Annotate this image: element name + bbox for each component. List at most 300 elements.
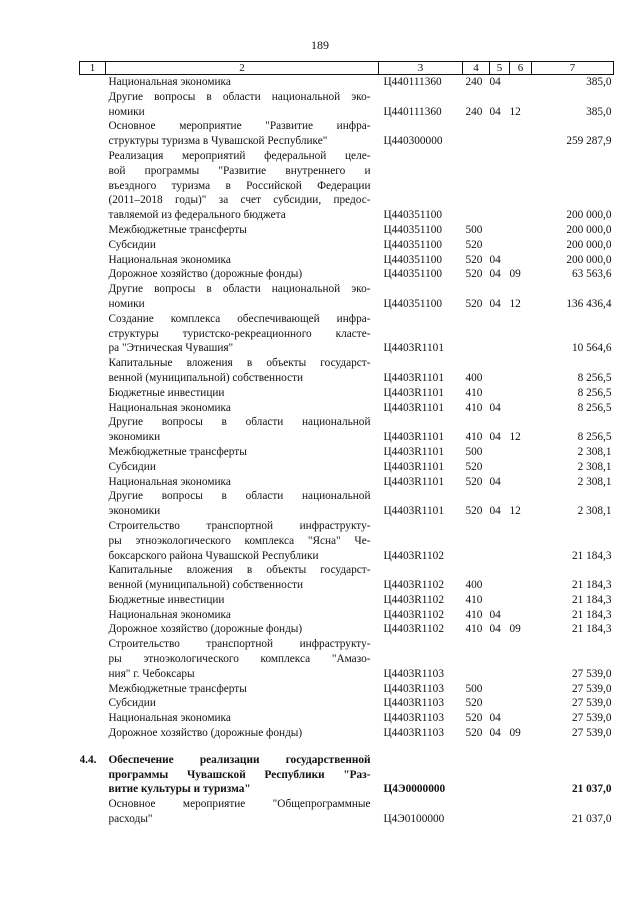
section-code (490, 519, 510, 563)
expense-type: 520 (465, 505, 483, 518)
item-name-line: экономики (108, 431, 161, 444)
item-name-line: вой программы "Развитие внутреннего и (108, 164, 371, 177)
amount: 8 256,5 (577, 386, 612, 399)
item-name-line: Обеспечение реализации государственной (108, 753, 371, 766)
target-code: Ц4403R1101 (383, 342, 444, 355)
item-name (106, 312, 379, 356)
section-code (490, 696, 510, 711)
amount: 21 184,3 (571, 549, 612, 562)
item-name-line: Капитальные вложения в объекты государст- (108, 357, 371, 370)
subsection-code: 09 (509, 727, 521, 740)
section-code: 04 (489, 712, 501, 725)
item-name (106, 489, 379, 519)
amount: 2 308,1 (577, 505, 612, 518)
subsection-code (510, 475, 532, 490)
expense-type: 520 (465, 268, 483, 281)
item-name (106, 223, 379, 238)
section-code: 04 (489, 297, 501, 310)
column-header-2: 2 (106, 62, 379, 75)
target-code: Ц440351100 (383, 238, 443, 251)
item-name (106, 90, 379, 120)
section-code: 04 (489, 475, 501, 488)
section-code (490, 119, 510, 149)
item-name (106, 753, 379, 797)
table-row (80, 223, 614, 238)
subsection-code (510, 401, 532, 416)
target-code: Ц4403R1103 (383, 697, 444, 710)
table-row (80, 637, 614, 681)
table-row (80, 682, 614, 697)
table-row (80, 312, 614, 356)
item-name-line: Национальная экономика (108, 76, 231, 88)
section-number-cell (80, 475, 106, 490)
table-row (80, 726, 614, 741)
amount: 21 184,3 (571, 593, 612, 606)
table-row (80, 90, 614, 120)
target-code: Ц4403R1103 (383, 727, 444, 740)
amount: 21 184,3 (571, 579, 612, 592)
section-number-cell (80, 637, 106, 681)
item-name-line: Национальная экономика (108, 401, 231, 414)
section-number-cell (80, 608, 106, 623)
table-row (80, 75, 614, 90)
subsection-code: 09 (509, 268, 521, 281)
expense-type: 520 (465, 253, 483, 266)
section-number-cell (80, 401, 106, 416)
table-row (80, 445, 614, 460)
item-name-line: Субсидии (108, 697, 156, 710)
column-header-7: 7 (532, 62, 614, 75)
amount: 27 539,0 (571, 727, 612, 740)
expense-type: 240 (465, 105, 483, 118)
amount: 27 539,0 (571, 667, 612, 680)
expense-type: 520 (465, 727, 483, 740)
expense-type: 520 (465, 475, 483, 488)
section-number-cell (80, 282, 106, 312)
expense-type: 520 (465, 238, 483, 251)
item-name-line: экономики (108, 505, 161, 518)
section-number-cell (80, 90, 106, 120)
section-number-cell (80, 312, 106, 356)
amount: 63 563,6 (571, 268, 612, 281)
subsection-code (510, 460, 532, 475)
target-code: Ц440351100 (383, 223, 443, 236)
section-code (490, 563, 510, 593)
target-code: Ц4403R1102 (383, 549, 444, 562)
item-name-line: Основное мероприятие "Развитие инфра- (108, 120, 371, 133)
section-code: 04 (489, 505, 501, 518)
target-code: Ц4403R1102 (383, 623, 444, 636)
subsection-code (510, 753, 532, 797)
table-row (80, 356, 614, 386)
item-name-line: Строительство транспортной инфраструкту- (108, 519, 371, 532)
amount: 21 037,0 (571, 783, 612, 796)
section-code: 04 (489, 253, 501, 266)
table-row (80, 711, 614, 726)
target-code: Ц4Э0100000 (383, 813, 445, 826)
column-header-4: 4 (463, 62, 490, 75)
subsection-code (510, 223, 532, 238)
table-row (80, 593, 614, 608)
item-name-line: Межбюджетные трансферты (108, 445, 247, 458)
item-name (106, 797, 379, 827)
item-name (106, 253, 379, 268)
item-name-line: Основное мероприятие "Общепрограммные (108, 798, 371, 811)
subsection-code (510, 637, 532, 681)
section-number-cell (80, 593, 106, 608)
section-number-cell (80, 696, 106, 711)
subsection-code (510, 696, 532, 711)
spacer-cell (80, 741, 614, 753)
subsection-code (510, 312, 532, 356)
expense-type: 410 (465, 623, 483, 636)
amount: 2 308,1 (577, 460, 612, 473)
subsection-code (510, 711, 532, 726)
table-row (80, 797, 614, 827)
section-number-cell (80, 253, 106, 268)
section-code (490, 593, 510, 608)
section-number-cell (80, 356, 106, 386)
item-name (106, 401, 379, 416)
table-row (80, 475, 614, 490)
target-code: Ц4403R1102 (383, 579, 444, 592)
amount: 27 539,0 (571, 682, 612, 695)
section-number-cell (80, 711, 106, 726)
item-name (106, 386, 379, 401)
item-name-line: венной (муниципальной) собственности (108, 579, 304, 592)
item-name-line: ры этноэкологического комплекса "Амазо- (108, 653, 371, 666)
item-name-line: программы Чувашской Республики "Раз- (108, 768, 371, 781)
item-name-line: витие культуры и туризма" (108, 783, 251, 796)
expense-type (463, 637, 490, 681)
item-name-line: Капитальные вложения в объекты государст- (108, 564, 371, 577)
expense-type: 520 (465, 697, 483, 710)
subsection-code (510, 356, 532, 386)
table-row (80, 608, 614, 623)
expense-type: 410 (465, 608, 483, 621)
section-code: 04 (489, 431, 501, 444)
section-code: 04 (489, 401, 501, 414)
subsection-code: 12 (509, 505, 521, 518)
amount: 2 308,1 (577, 475, 612, 488)
section-number-cell (80, 267, 106, 282)
item-name (106, 622, 379, 637)
subsection-code (510, 386, 532, 401)
target-code: Ц4403R1101 (383, 460, 444, 473)
subsection-code (510, 75, 532, 90)
table-row (80, 282, 614, 312)
item-name (106, 475, 379, 490)
subsection-code (510, 119, 532, 149)
column-header-5: 5 (490, 62, 510, 75)
subsection-code: 09 (509, 623, 521, 636)
table-row (80, 386, 614, 401)
section-number-cell (80, 445, 106, 460)
item-name-line: расходы" (108, 813, 153, 826)
subsection-code: 12 (509, 297, 521, 310)
item-name-line: Межбюджетные трансферты (108, 682, 247, 695)
section-number-cell (80, 797, 106, 827)
section-number-cell (80, 563, 106, 593)
section-number-cell (80, 119, 106, 149)
item-name-line: Бюджетные инвестиции (108, 593, 225, 606)
expense-type (463, 519, 490, 563)
item-name (106, 519, 379, 563)
item-name-line: тавляемой из федерального бюджета (108, 209, 286, 222)
target-code: Ц440351100 (383, 297, 443, 310)
item-name-line: Строительство транспортной инфраструкту- (108, 638, 371, 651)
budget-table (79, 61, 614, 827)
expense-type (463, 312, 490, 356)
item-name (106, 682, 379, 697)
expense-type: 500 (465, 223, 483, 236)
amount: 136 436,4 (566, 297, 612, 310)
item-name-line: Другие вопросы в области национальной эко- (108, 283, 371, 296)
table-row (80, 119, 614, 149)
item-name-line: боксарского района Чувашской Республики (108, 549, 319, 562)
table-row (80, 489, 614, 519)
expense-type: 410 (465, 431, 483, 444)
item-name (106, 608, 379, 623)
section-code (490, 797, 510, 827)
item-name (106, 726, 379, 741)
amount: 2 308,1 (577, 445, 612, 458)
table-row (80, 519, 614, 563)
item-name-line: Межбюджетные трансферты (108, 223, 247, 236)
target-code: Ц440351100 (383, 209, 443, 222)
item-name-line: номики (108, 297, 145, 310)
expense-type: 520 (465, 297, 483, 310)
amount: 21 184,3 (571, 623, 612, 636)
table-row (80, 563, 614, 593)
subsection-code (510, 682, 532, 697)
expense-type: 400 (465, 579, 483, 592)
item-name-line: Национальная экономика (108, 608, 231, 621)
section-number-cell (80, 415, 106, 445)
target-code: Ц440300000 (383, 135, 443, 148)
amount: 8 256,5 (577, 371, 612, 384)
item-name (106, 282, 379, 312)
section-number-cell (80, 726, 106, 741)
target-code: Ц4403R1102 (383, 608, 444, 621)
subsection-code: 12 (509, 431, 521, 444)
section-number-cell (80, 238, 106, 253)
table-row (80, 696, 614, 711)
subsection-code (510, 519, 532, 563)
item-name-line: Дорожное хозяйство (дорожные фонды) (108, 268, 303, 281)
target-code: Ц440351100 (383, 268, 443, 281)
section-code (490, 682, 510, 697)
target-code: Ц4403R1103 (383, 712, 444, 725)
section-code (490, 356, 510, 386)
section-row (80, 753, 614, 797)
item-name (106, 356, 379, 386)
section-code: 04 (489, 623, 501, 636)
item-name (106, 637, 379, 681)
item-name-line: Субсидии (108, 460, 156, 473)
item-name-line: венной (муниципальной) собственности (108, 371, 304, 384)
subsection-code (510, 797, 532, 827)
target-code: Ц4403R1101 (383, 401, 444, 414)
target-code: Ц4403R1101 (383, 431, 444, 444)
item-name (106, 149, 379, 223)
item-name-line: Дорожное хозяйство (дорожные фонды) (108, 727, 303, 740)
item-name-line: Национальная экономика (108, 475, 231, 488)
section-code: 04 (489, 105, 501, 118)
item-name-line: ра "Этническая Чувашия" (108, 342, 234, 355)
amount: 21 037,0 (571, 813, 612, 826)
column-number-row (80, 62, 614, 75)
item-name (106, 75, 379, 90)
target-code: Ц440111360 (383, 76, 442, 88)
section-code (490, 386, 510, 401)
item-name (106, 238, 379, 253)
section-code (490, 753, 510, 797)
section-code: 04 (489, 727, 501, 740)
expense-type: 240 (465, 76, 483, 88)
item-name-line: структуры туризма в Чувашской Республике" (108, 135, 328, 148)
column-header-1: 1 (80, 62, 106, 75)
item-name (106, 119, 379, 149)
target-code: Ц4403R1101 (383, 371, 444, 384)
amount: 27 539,0 (571, 712, 612, 725)
expense-type: 400 (465, 371, 483, 384)
expense-type: 410 (465, 593, 483, 606)
page-number: 189 (311, 38, 329, 52)
target-code: Ц4403R1101 (383, 475, 444, 488)
subsection-code (510, 608, 532, 623)
target-code: Ц4Э0000000 (383, 783, 446, 796)
amount: 27 539,0 (571, 697, 612, 710)
amount: 385,0 (586, 105, 612, 118)
item-name-line: (2011–2018 годы)" за счет субсидии, предос- (108, 194, 371, 207)
amount: 8 256,5 (577, 401, 612, 414)
table-row (80, 460, 614, 475)
amount: 200 000,0 (566, 238, 612, 251)
table-row (80, 253, 614, 268)
item-name (106, 593, 379, 608)
section-code (490, 223, 510, 238)
subsection-code (510, 445, 532, 460)
item-name-line: ния" г. Чебоксары (108, 667, 195, 680)
expense-type: 500 (465, 445, 483, 458)
expense-type: 410 (465, 386, 483, 399)
expense-type (463, 119, 490, 149)
item-name (106, 460, 379, 475)
table-row (80, 149, 614, 223)
table-row (80, 415, 614, 445)
expense-type: 500 (465, 682, 483, 695)
item-name-line: Национальная экономика (108, 253, 231, 266)
item-name (106, 415, 379, 445)
section-code: 04 (489, 76, 501, 88)
section-code (490, 312, 510, 356)
section-number: 4.4. (79, 753, 97, 766)
amount: 21 184,3 (571, 608, 612, 621)
section-number-cell (80, 149, 106, 223)
section-code (490, 637, 510, 681)
amount: 10 564,6 (571, 342, 612, 355)
item-name (106, 696, 379, 711)
item-name-line: номики (108, 105, 145, 118)
column-header-3: 3 (379, 62, 463, 75)
column-header-6: 6 (510, 62, 532, 75)
item-name-line: Создание комплекса обеспечивающей инфра- (108, 312, 371, 325)
item-name-line: Реализация мероприятий федеральной целе- (108, 149, 371, 162)
target-code: Ц4403R1101 (383, 445, 444, 458)
subsection-code: 12 (509, 105, 521, 118)
item-name-line: въездного туризма в Российской Федерации (108, 179, 371, 192)
target-code: Ц4403R1102 (383, 593, 444, 606)
table-row (80, 622, 614, 637)
section-number-cell (80, 75, 106, 90)
table-body (80, 75, 614, 827)
item-name-line: ры этноэкологического комплекса "Ясна" Че- (108, 534, 371, 547)
item-name-line: Другие вопросы в области национальной (108, 490, 371, 503)
expense-type: 520 (465, 712, 483, 725)
subsection-code (510, 149, 532, 223)
amount: 385,0 (586, 76, 612, 88)
item-name (106, 445, 379, 460)
section-code (490, 149, 510, 223)
section-code (490, 238, 510, 253)
item-name-line: Национальная экономика (108, 712, 231, 725)
target-code: Ц4403R1103 (383, 682, 444, 695)
section-number-cell (80, 489, 106, 519)
item-name-line: Другие вопросы в области национальной эко- (108, 90, 371, 103)
table-row (80, 238, 614, 253)
amount: 200 000,0 (566, 223, 612, 236)
section-code (490, 460, 510, 475)
expense-type: 410 (465, 401, 483, 414)
subsection-code (510, 253, 532, 268)
item-name-line: Субсидии (108, 238, 156, 251)
subsection-code (510, 563, 532, 593)
target-code: Ц4403R1101 (383, 386, 444, 399)
spacer-row (80, 741, 614, 753)
item-name-line: Бюджетные инвестиции (108, 386, 225, 399)
item-name-line: Другие вопросы в области национальной (108, 416, 371, 429)
section-number-cell (80, 386, 106, 401)
table-row (80, 267, 614, 282)
section-number-cell (80, 682, 106, 697)
section-number-cell (80, 519, 106, 563)
target-code: Ц4403R1101 (383, 505, 444, 518)
expense-type (463, 753, 490, 797)
subsection-code (510, 593, 532, 608)
item-name (106, 711, 379, 726)
amount: 259 287,9 (566, 135, 612, 148)
item-name-line: структуры туристско-рекреационного класте- (108, 327, 371, 340)
expense-type: 520 (465, 460, 483, 473)
item-name (106, 563, 379, 593)
section-number-cell (80, 223, 106, 238)
amount: 200 000,0 (566, 209, 612, 222)
table-row (80, 401, 614, 416)
section-number-cell (80, 460, 106, 475)
section-code: 04 (489, 268, 501, 281)
section-number-cell (80, 622, 106, 637)
amount: 8 256,5 (577, 431, 612, 444)
expense-type (463, 797, 490, 827)
item-name-line: Дорожное хозяйство (дорожные фонды) (108, 623, 303, 636)
section-code (490, 445, 510, 460)
item-name (106, 267, 379, 282)
section-code: 04 (489, 608, 501, 621)
target-code: Ц440111360 (383, 105, 442, 118)
target-code: Ц440351100 (383, 253, 443, 266)
target-code: Ц4403R1103 (383, 667, 444, 680)
